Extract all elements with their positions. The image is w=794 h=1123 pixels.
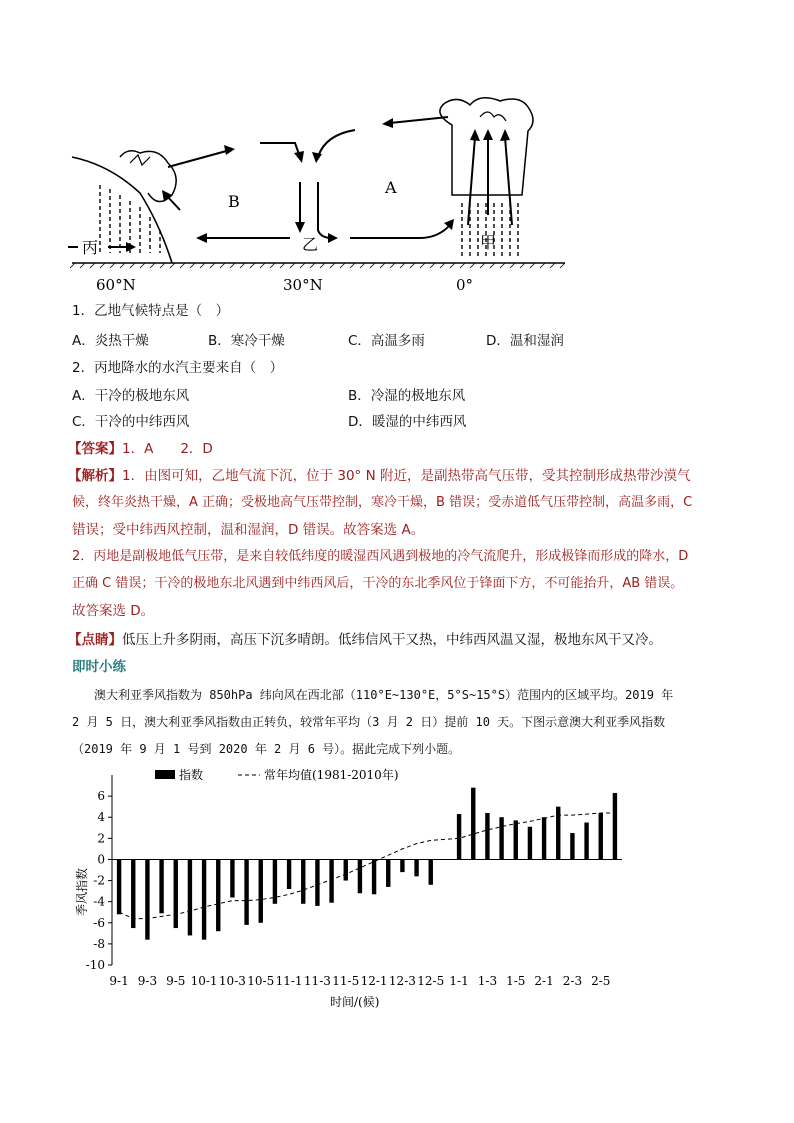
index-bar xyxy=(159,859,163,913)
question-2-number: 2． xyxy=(72,360,95,376)
label-yi: 乙 xyxy=(302,235,319,254)
x-tick-label: 1-3 xyxy=(477,974,498,988)
index-bar xyxy=(230,859,234,897)
index-bar xyxy=(599,813,603,859)
normal-line xyxy=(119,813,615,919)
q2-option-c: C．干冷的中纬西风 xyxy=(72,414,190,430)
legend-bar-swatch xyxy=(155,770,175,779)
y-tick-label: 4 xyxy=(97,810,105,825)
index-bar xyxy=(358,859,362,893)
y-tick-label: 2 xyxy=(97,831,105,846)
x-tick-label: 2-3 xyxy=(562,974,583,988)
label-jia: 甲 xyxy=(480,233,497,252)
q2-option-a: A．干冷的极地东风 xyxy=(72,388,190,404)
q1-option-c: C．高温多雨 xyxy=(348,333,425,349)
index-bar xyxy=(400,859,404,872)
y-axis-label: 季风指数 xyxy=(75,867,89,916)
analysis-label: 【解析】 xyxy=(68,468,122,484)
analysis-line-6: 故答案选 D。 xyxy=(72,603,155,619)
lat-30n: 30°N xyxy=(283,276,323,294)
index-bar xyxy=(216,859,220,931)
analysis-line-4: 2．丙地是副极地低气压带，是来自较低纬度的暖湿西风遇到极地的冷气流爬升，形成极锋而形成的降水，D xyxy=(72,549,689,564)
x-tick-label: 12-3 xyxy=(388,974,416,988)
index-bar xyxy=(528,827,532,860)
analysis-line-5: 正确 C 错误；干冷的极地东北风遇到中纬西风后，干冷的东北季风位于锋面下方，不可能抬升，AB 错误。 xyxy=(72,576,684,591)
index-bar xyxy=(344,859,348,880)
x-tick-label: 10-3 xyxy=(218,974,246,988)
q1-option-a: A．炎热干燥 xyxy=(72,333,149,349)
x-tick-label: 9-5 xyxy=(166,974,186,988)
practice-title: 即时小练 xyxy=(72,659,126,675)
x-tick-label: 1-1 xyxy=(449,974,469,988)
intro-line-3: （2019 年 9 月 1 号到 2020 年 2 月 6 号）。据此完成下列小题。 xyxy=(72,742,461,756)
x-tick-label: 9-1 xyxy=(109,974,129,988)
y-tick-label: -4 xyxy=(93,894,105,909)
q2-option-b: B．冷湿的极地东风 xyxy=(348,388,466,404)
y-tick-label: -2 xyxy=(93,873,105,888)
x-tick-label: 2-5 xyxy=(591,974,611,988)
tip-label: 【点睛】 xyxy=(68,632,122,648)
intro-line-2: 2 月 5 日，澳大利亚季风指数由正转负，较常年平均（3 月 2 日）提前 10 天。下图示意澳大利亚季风指数 xyxy=(72,715,666,729)
answer-label: 【答案】 xyxy=(68,441,122,457)
question-2 xyxy=(72,358,283,378)
index-bar xyxy=(414,859,418,876)
x-tick-label: 9-3 xyxy=(137,974,158,988)
x-axis-label: 时间/(候) xyxy=(330,995,380,1009)
analysis-line-2: 候，终年炎热干燥，A 正确；受极地高气压带控制，寒冷干燥，B 错误；受赤道低气压带控制，高温多雨，C xyxy=(72,495,693,510)
index-bar xyxy=(244,859,248,924)
x-tick-label: 12-5 xyxy=(417,974,445,988)
analysis-text-1: 1．由图可知，乙地气流下沉，位于 30° N 附近，是副热带高气压带，受其控制形成热带沙漠气 xyxy=(122,468,691,484)
x-tick-label: 10-1 xyxy=(190,974,218,988)
question-2-text: 丙地降水的水汽主要来自（ ） xyxy=(94,360,284,376)
index-bar xyxy=(443,859,447,860)
x-tick-label: 10-5 xyxy=(247,974,275,988)
x-tick-label: 1-5 xyxy=(506,974,526,988)
index-bar xyxy=(556,807,560,860)
index-bar xyxy=(188,859,192,935)
answer-line xyxy=(68,439,213,459)
q1-option-d: D．温和湿润 xyxy=(486,333,564,349)
index-bar xyxy=(457,814,461,859)
x-tick-label: 11-3 xyxy=(303,974,331,988)
analysis-line-1 xyxy=(68,466,691,486)
lat-0: 0° xyxy=(456,276,474,294)
monsoon-index-chart xyxy=(60,760,650,1015)
intro-line-1: 澳大利亚季风指数为 850hPa 纬向风在西北部（110°E~130°E，5°S~15°S）范围内的区域平均。2019 年 xyxy=(94,688,674,702)
index-bar xyxy=(329,859,333,902)
index-bar xyxy=(301,859,305,903)
label-A: A xyxy=(385,178,397,197)
legend-index-label: 指数 xyxy=(179,768,204,782)
index-bar xyxy=(145,859,149,939)
answer-text: 1．A 2．D xyxy=(122,441,213,457)
index-bar xyxy=(372,859,376,894)
lat-60n: 60°N xyxy=(96,276,136,294)
index-bar xyxy=(117,859,121,914)
index-bar xyxy=(542,817,546,859)
index-bar xyxy=(174,859,178,928)
index-bar xyxy=(386,859,390,886)
analysis-line-3: 错误；受中纬西风控制，温和湿润，D 错误。故答案选 A。 xyxy=(72,522,425,538)
x-tick-label: 11-5 xyxy=(332,974,360,988)
x-tick-label: 2-1 xyxy=(534,974,554,988)
index-bar xyxy=(499,817,503,859)
index-bar xyxy=(471,788,475,860)
y-tick-label: -10 xyxy=(85,958,105,972)
y-tick-label: -8 xyxy=(93,936,105,951)
index-bar xyxy=(202,859,206,939)
question-1-text: 乙地气候特点是（ ） xyxy=(94,303,230,319)
index-bar xyxy=(570,833,574,859)
q1-option-b: B．寒冷干燥 xyxy=(208,333,285,349)
question-1 xyxy=(72,301,229,321)
index-bar xyxy=(273,859,277,903)
tip-text: 低压上升多阴雨，高压下沉多晴朗。低纬信风干又热，中纬西风温又湿，极地东风干又冷。 xyxy=(122,632,662,648)
index-bar xyxy=(514,820,518,859)
index-bar xyxy=(429,859,433,884)
x-tick-label: 12-1 xyxy=(360,974,388,988)
index-bar xyxy=(485,813,489,859)
q2-option-d: D．暖湿的中纬西风 xyxy=(348,414,467,430)
index-bar xyxy=(613,793,617,860)
index-bar xyxy=(584,823,588,860)
legend-normal-label: 常年均值(1981-2010年) xyxy=(264,768,399,782)
x-tick-label: 11-1 xyxy=(275,974,303,988)
y-tick-label: -6 xyxy=(93,915,105,930)
index-bar xyxy=(315,859,319,905)
label-bing: 丙 xyxy=(82,238,99,257)
tip-line xyxy=(68,630,662,650)
index-bar xyxy=(131,859,135,928)
index-bar xyxy=(259,859,263,922)
question-1-number: 1． xyxy=(72,303,95,319)
y-tick-label: 0 xyxy=(97,852,105,867)
index-bar xyxy=(287,859,291,889)
circulation-diagram xyxy=(60,85,580,300)
y-tick-label: 6 xyxy=(97,789,105,804)
label-B: B xyxy=(228,192,240,211)
